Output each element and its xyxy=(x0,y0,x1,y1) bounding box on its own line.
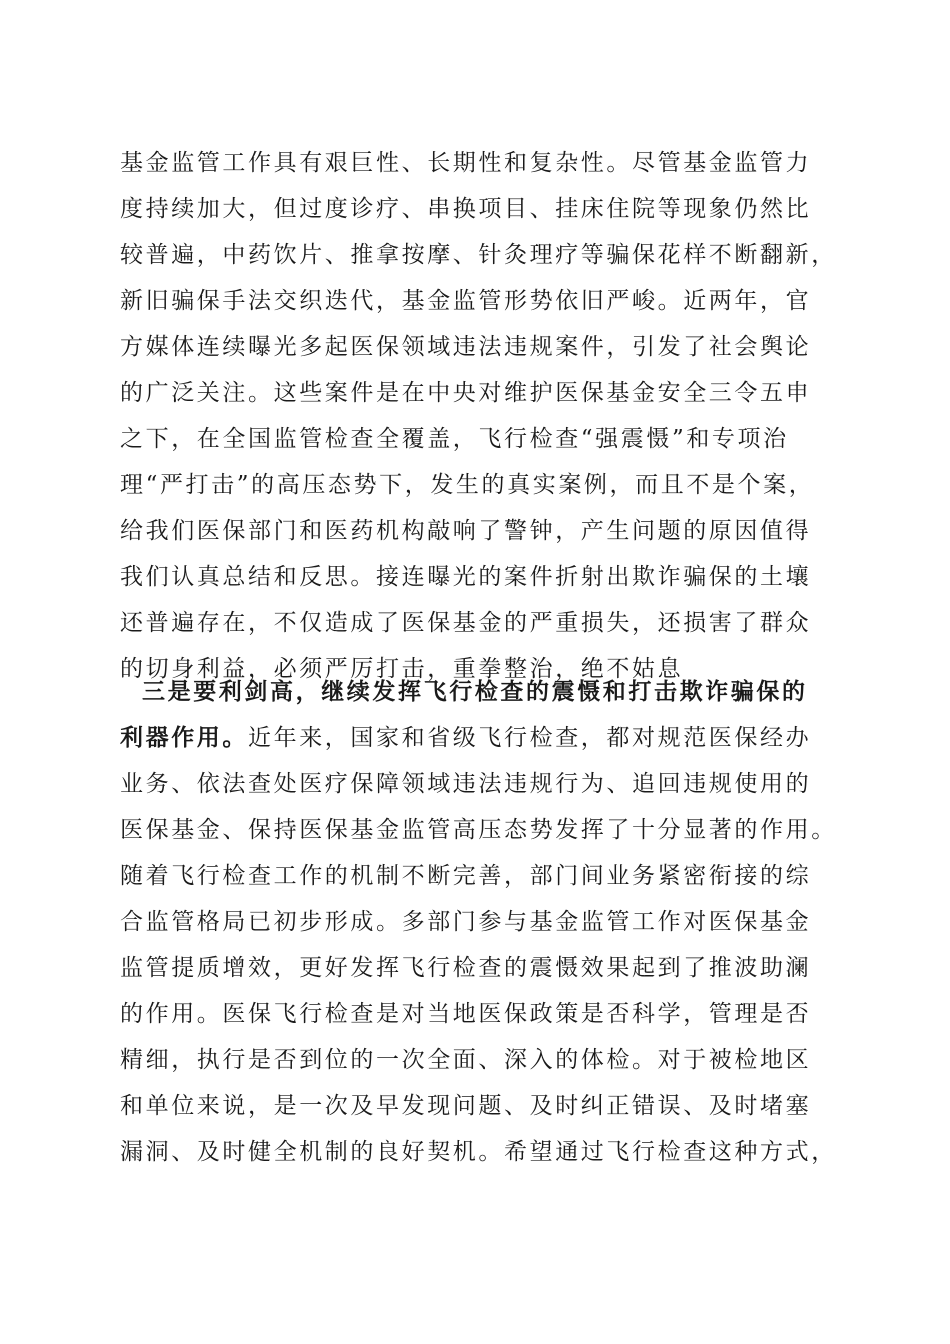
text-line: 之下，在全国监管检查全覆盖，飞行检查“强震慑”和专项治 xyxy=(120,426,789,452)
text-line: 给我们医保部门和医药机构敲响了警钟，产生问题的原因值得 xyxy=(120,518,812,544)
text-line: 基金监管工作具有艰巨性、长期性和复杂性。尽管基金监管力 xyxy=(120,150,812,176)
text-line: 医保基金、保持医保基金监管高压态势发挥了十分显著的作用。 xyxy=(120,817,837,843)
section-heading: 三是要利剑高，继续发挥飞行检查的震慑和打击欺诈骗保的 xyxy=(142,678,808,705)
text-line: 我们认真总结和反思。接连曝光的案件折射出欺诈骗保的土壤 xyxy=(120,564,812,590)
text-line: 方媒体连续曝光多起医保领域违法违规案件，引发了社会舆论 xyxy=(120,334,812,360)
text-line: 较普遍，中药饮片、推拿按摩、针灸理疗等骗保花样不断翻新， xyxy=(120,242,837,268)
text-line: 业务、依法查处医疗保障领域违法违规行为、追回违规使用的 xyxy=(120,771,812,797)
section-heading-tail: 利器作用。 xyxy=(120,724,248,751)
text-line: 精细，执行是否到位的一次全面、深入的体检。对于被检地区 xyxy=(120,1047,812,1073)
text-line: 漏洞、及时健全机制的良好契机。希望通过飞行检查这种方式， xyxy=(120,1139,837,1165)
text-line: 理“严打击”的高压态势下，发生的真实案例，而且不是个案， xyxy=(120,472,815,498)
text-line: 监管提质增效，更好发挥飞行检查的震慑效果起到了推波助澜 xyxy=(120,955,812,981)
paragraph-1 xyxy=(120,140,836,692)
text-line: 新旧骗保手法交织迭代，基金监管形势依旧严峻。近两年，官 xyxy=(120,288,812,314)
text-line: 的广泛关注。这些案件是在中央对维护医保基金安全三令五申 xyxy=(120,380,812,406)
text-line: 度持续加大，但过度诊疗、串换项目、挂床住院等现象仍然比 xyxy=(120,196,812,222)
text-line: 的切身利益，必须严厉打击，重拳整治，绝不姑息 xyxy=(120,656,684,682)
text-line: 的作用。医保飞行检查是对当地医保政策是否科学，管理是否 xyxy=(120,1001,812,1027)
text-line-rest: 近年来，国家和省级飞行检查，都对规范医保经办 xyxy=(248,725,812,751)
text-line: 合监管格局已初步形成。多部门参与基金监管工作对医保基金 xyxy=(120,909,812,935)
text-line xyxy=(120,715,836,761)
text-line: 和单位来说，是一次及早发现问题、及时纠正错误、及时堵塞 xyxy=(120,1093,812,1119)
text-line: 随着飞行检查工作的机制不断完善，部门间业务紧密衔接的综 xyxy=(120,863,812,889)
paragraph-2 xyxy=(120,669,836,1175)
text-line: 还普遍存在，不仅造成了医保基金的严重损失，还损害了群众 xyxy=(120,610,812,636)
